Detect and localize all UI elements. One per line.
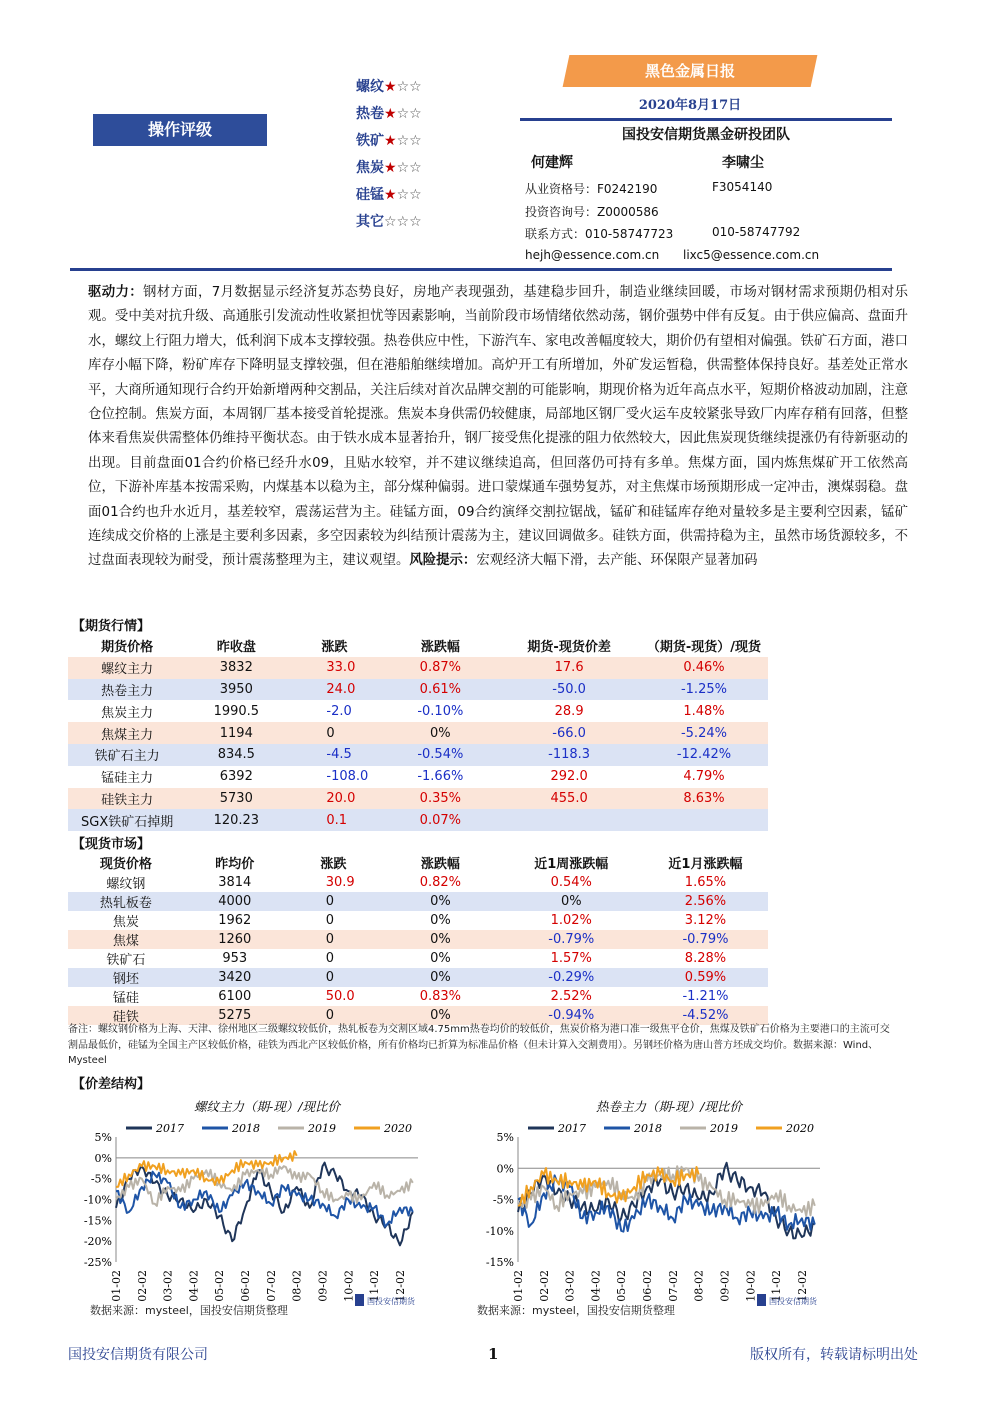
table-cell: 5275 <box>218 1008 252 1023</box>
table-cell: -0.79% <box>548 932 595 947</box>
analyst-1-phone: 联系方式：010-58747723 <box>525 227 674 241</box>
legend-label: 2018 <box>634 1122 662 1135</box>
table-cell: 1260 <box>218 932 252 947</box>
empty-star-icon: ☆☆ <box>396 79 422 95</box>
y-tick-label: -15% <box>83 1214 112 1228</box>
analyst-2-qualification: F3054140 <box>712 180 773 194</box>
table-cell: 1.48% <box>683 703 725 719</box>
table-cell: 铁矿石主力 <box>94 749 160 765</box>
table-cell: 3420 <box>218 970 252 985</box>
rating-row <box>356 103 422 123</box>
table-cell: 螺纹钢 <box>106 877 146 892</box>
column-header: 涨跌幅 <box>420 857 460 872</box>
column-header: 近1月涨跌幅 <box>668 857 743 872</box>
table-cell: 钢坯 <box>112 972 139 987</box>
rating-name: 螺纹 <box>356 79 384 95</box>
table-cell: 3950 <box>219 681 253 697</box>
x-tick-label: 12-02 <box>393 1270 407 1302</box>
table-row <box>68 657 768 679</box>
table-cell: -12.42% <box>676 747 732 763</box>
table-cell: 0.83% <box>419 989 462 1004</box>
table-cell: 0 <box>326 725 335 741</box>
x-tick-label: 07-02 <box>264 1270 278 1302</box>
table-cell: 6100 <box>218 989 252 1004</box>
analyst-2-name: 李啸尘 <box>722 155 764 171</box>
legend-label: 2020 <box>786 1122 814 1135</box>
table-cell: -0.10% <box>417 703 464 719</box>
table-cell: -1.21% <box>682 989 729 1004</box>
table-row <box>68 788 768 810</box>
rating-name: 硅锰 <box>356 187 384 203</box>
table-row <box>68 744 768 766</box>
table-cell: -0.79% <box>682 932 729 947</box>
table-cell: 0.35% <box>419 790 461 806</box>
table-cell: 1194 <box>219 725 253 741</box>
table-cell: 120.23 <box>213 812 260 828</box>
table-cell: 0.59% <box>684 970 727 985</box>
table-cell: 0% <box>430 725 451 741</box>
table-cell: 953 <box>222 951 248 966</box>
filled-star-icon: ★ <box>384 160 397 176</box>
table-row <box>68 968 768 987</box>
table-row <box>68 809 768 831</box>
x-tick-label: 05-02 <box>615 1270 629 1302</box>
x-tick-label: 06-02 <box>239 1270 253 1302</box>
x-tick-label: 10-02 <box>342 1270 356 1302</box>
table-cell: 1.02% <box>550 913 592 928</box>
legend-label: 2018 <box>232 1122 260 1135</box>
table-cell: 28.9 <box>554 703 584 719</box>
x-tick-label: 10-02 <box>744 1270 758 1302</box>
table-cell: 0 <box>325 932 334 947</box>
column-header: 近1周涨跌幅 <box>534 857 609 872</box>
filled-star-icon: ★ <box>384 133 397 149</box>
rating-row <box>356 76 422 96</box>
x-tick-label: 02-02 <box>135 1270 149 1302</box>
rating-row <box>356 157 422 177</box>
table-cell: -66.0 <box>552 725 586 741</box>
column-header: 期货价格 <box>101 640 154 656</box>
chart-1-source: 数据来源：mysteel，国投安信期货整理 <box>90 1304 288 1317</box>
futures-table <box>68 635 768 831</box>
risk-label: 风险提示： <box>409 553 477 569</box>
filled-star-icon: ★ <box>384 106 397 122</box>
table-cell: 0 <box>325 970 334 985</box>
x-tick-label: 06-02 <box>641 1270 655 1302</box>
table-row <box>68 679 768 701</box>
rebar-basis-chart <box>68 1095 428 1320</box>
table-cell: 24.0 <box>326 681 356 697</box>
rating-row <box>356 211 422 231</box>
table-cell: 3814 <box>218 875 252 890</box>
x-tick-label: 11-02 <box>770 1270 784 1302</box>
table-cell: 3.12% <box>684 913 727 928</box>
y-tick-label: -10% <box>83 1193 112 1207</box>
filled-star-icon: ★ <box>384 79 397 95</box>
page-number: 1 <box>488 1345 499 1363</box>
y-tick-label: 0% <box>94 1151 112 1165</box>
futures-section-title: 【期货行情】 <box>72 619 151 634</box>
filled-star-icon: ★ <box>384 187 397 203</box>
table-cell: 30.9 <box>325 875 355 890</box>
analyst-1-name: 何建辉 <box>531 155 573 171</box>
driver-label: 驱动力： <box>88 285 144 300</box>
table-cell: 17.6 <box>554 660 584 676</box>
table-cell: 热轧板卷 <box>99 896 152 911</box>
table-cell: 焦炭主力 <box>101 705 154 721</box>
table-row <box>68 873 768 892</box>
table-cell: 1962 <box>218 913 252 928</box>
table-cell: 0.46% <box>683 660 725 676</box>
rating-name: 焦炭 <box>356 160 384 176</box>
x-tick-label: 05-02 <box>213 1270 227 1302</box>
table-cell: -5.24% <box>680 725 727 741</box>
spot-section-title: 【现货市场】 <box>72 837 151 852</box>
legend-label: 2017 <box>558 1122 586 1135</box>
x-tick-label: 11-02 <box>368 1270 382 1302</box>
column-header: 涨跌幅 <box>420 640 460 656</box>
legend-label: 2019 <box>710 1122 738 1135</box>
analyst-2-email[interactable]: lixc5@essence.com.cn <box>683 248 820 262</box>
x-tick-label: 04-02 <box>589 1270 603 1302</box>
table-cell: 1.65% <box>684 875 727 890</box>
logo-text: 国投安信期货 <box>367 1297 415 1306</box>
y-tick-label: -20% <box>83 1235 112 1249</box>
risk-text: 宏观经济大幅下滑，去产能、环保限产显著加码 <box>476 553 758 569</box>
spot-note: 备注：螺纹钢价格为上海、天津、徐州地区三级螺纹较低价，热轧板卷为交割区域4.75mm热卷均价的较低价，焦炭价格为港口准一级焦平仓价，焦煤及铁矿石价格为主要港口的主流可交割品最低价，硅锰为全国主产区较低价格，硅铁为西北产区较低价格，所有价格均已折算为标准品价格（但未计算入交割费用）。另钢坯价格为唐山普方坯成交均价。数据来源：Wind、Mysteel <box>68 1024 890 1066</box>
y-tick-label: 5% <box>496 1131 514 1144</box>
x-tick-label: 03-02 <box>161 1270 175 1302</box>
column-header: 涨跌 <box>321 640 348 656</box>
x-tick-label: 01-02 <box>110 1270 123 1302</box>
table-cell: 4000 <box>218 894 252 909</box>
table-cell: 螺纹主力 <box>101 662 154 678</box>
table-row <box>68 949 768 968</box>
column-header: 涨跌 <box>320 857 347 872</box>
table-cell: 0 <box>325 894 334 909</box>
column-header: 昨均价 <box>215 857 255 872</box>
table-cell: -0.94% <box>548 1008 595 1023</box>
y-tick-label: 0% <box>496 1162 514 1176</box>
y-tick-label: -5% <box>90 1172 112 1186</box>
analyst-1-consult-number: 投资咨询号：Z0000586 <box>525 205 659 219</box>
logo-icon <box>757 1294 766 1306</box>
x-tick-label: 03-02 <box>563 1270 577 1302</box>
table-cell: 焦炭 <box>112 915 139 930</box>
table-row <box>68 911 768 930</box>
table-row <box>68 987 768 1006</box>
table-cell: 锰硅 <box>112 991 139 1006</box>
column-header: 现货价格 <box>99 857 152 872</box>
x-tick-label: 04-02 <box>187 1270 201 1302</box>
table-cell: 硅铁 <box>112 1010 139 1025</box>
table-cell: -0.54% <box>417 747 464 763</box>
price-structure-title: 【价差结构】 <box>72 1077 151 1092</box>
x-tick-label: 08-02 <box>290 1270 304 1302</box>
table-cell: -1.25% <box>680 681 727 697</box>
footer-rights: 版权所有，转载请标明出处 <box>750 1347 918 1363</box>
analyst-2-phone: 010-58747792 <box>712 225 801 239</box>
table-cell: 0% <box>430 1008 451 1023</box>
table-cell: 0% <box>430 894 451 909</box>
y-tick-label: -10% <box>485 1224 514 1238</box>
table-row <box>68 700 768 722</box>
driver-text: 钢材方面，7月数据显示经济复苏态势良好，房地产表现强劲，基建稳步回升，制造业继续回暖，市场对钢材需求预期仍相对乐观。受中美对抗升级、高通胀引发流动性收紧担忧等因素影响，当前阶段市场情绪依然动荡，钢价强势中伴有反复。由于供应偏高、盘面升水，螺纹上行阻力增大，低利润下成本支撑较强。热卷供应中性，下游汽车、家电改善幅度较大，期价仍有望相对偏强。铁矿石方面，港口库存小幅下降，粉矿库存下降明显支撑较强，但在港船舶继续增加。高炉开工有所增加，外矿发运暂稳，供需整体保持良好。基差处正常水平，大商所通知现行合约开始新增两种交割品，关注后续对首次品牌交割的可能影响，期现价格为近年高点水平，短期价格波动加剧，注意仓位控制。焦炭方面，本周钢厂基本接受首轮提涨。焦炭本身供需仍较健康，局部地区钢厂受火运车皮较紧张导致厂内库存稍有回落，但整体来看焦炭供需整体仍维持平衡状态。由于铁水成本显著抬升，钢厂接受焦化提涨的阻力依然较大，因此焦炭现货继续提涨仍有待新驱动的出现。目前盘面01合约价格已经升水09，且贴水较窄，并不建议继续追高，但回落仍可持有多单。焦煤方面，国内炼焦煤矿开工依然高位，下游补库基本按需采购，内煤基本以稳为主，部分煤种偏弱。进口蒙煤通车强势复苏，对主焦煤市场预期形成一定冲击，澳煤弱稳。盘面01合约也升水近月，基差较窄，震荡运营为主。硅锰方面，09合约演绎交割拉锯战，锰矿和硅锰库存绝对量较多是主要利空因素，锰矿连续成交价格的上涨是主要利多因素，多空因素较为纠结预计震荡为主，建议回调做多。硅铁方面，供需持稳为主，虽然市场货源较多，不过盘面表现较为耐受，预计震荡整理为主，建议观望。 <box>88 285 908 569</box>
table-cell: 锰硅主力 <box>101 771 154 787</box>
logo-text: 国投安信期货 <box>769 1297 817 1306</box>
report-title: 黑色金属日报 <box>644 62 735 80</box>
rating-row <box>356 184 422 204</box>
table-cell: -50.0 <box>552 681 586 697</box>
table-cell: 33.0 <box>326 660 356 676</box>
rating-name: 其它 <box>356 214 384 230</box>
x-tick-label: 09-02 <box>718 1270 732 1302</box>
y-tick-label: -5% <box>492 1193 514 1207</box>
empty-star-icon: ☆☆ <box>396 106 422 122</box>
table-cell: 0.1 <box>326 812 348 828</box>
table-cell <box>498 809 640 831</box>
column-header: （期货-现货）/现货 <box>646 640 762 656</box>
table-cell: 0.54% <box>550 875 592 890</box>
chart-title: 热卷主力（期-现）/现比价 <box>596 1099 742 1114</box>
table-cell: 6392 <box>219 769 253 785</box>
table-cell: -4.52% <box>682 1008 729 1023</box>
table-cell: 铁矿石 <box>106 953 146 968</box>
table-cell: -1.66% <box>417 769 464 785</box>
table-cell: 8.28% <box>684 951 727 966</box>
table-cell: 硅铁主力 <box>101 792 154 808</box>
hrc-basis-chart <box>470 1095 830 1320</box>
table-cell: 0% <box>560 894 582 909</box>
team-title: 国投安信期货黑金研投团队 <box>622 127 790 143</box>
logo-icon <box>355 1294 364 1306</box>
column-header: 期货-现货价差 <box>527 640 611 656</box>
y-tick-label: -15% <box>485 1256 514 1269</box>
table-header-row <box>68 852 768 873</box>
table-row <box>68 892 768 911</box>
table-cell: 2.56% <box>684 894 727 909</box>
x-tick-label: 12-02 <box>795 1270 809 1302</box>
footer-company: 国投安信期货有限公司 <box>68 1347 208 1363</box>
operation-rating-label: 操作评级 <box>93 114 267 146</box>
y-tick-label: -25% <box>83 1256 112 1269</box>
table-cell: 0% <box>430 951 451 966</box>
table-header-row <box>68 635 768 657</box>
empty-star-icon: ☆☆ <box>396 187 422 203</box>
table-cell: 5730 <box>219 790 253 806</box>
table-cell: SGX铁矿石掉期 <box>81 814 174 830</box>
table-cell: 455.0 <box>550 790 588 806</box>
body-divider <box>70 268 892 271</box>
table-cell: 热卷主力 <box>101 683 154 699</box>
table-cell: 834.5 <box>217 747 255 763</box>
spot-table <box>68 852 768 1025</box>
header-divider <box>520 118 892 121</box>
table-cell: -118.3 <box>548 747 591 763</box>
table-cell: 2.52% <box>550 989 592 1004</box>
report-date: 2020年8月17日 <box>638 98 742 113</box>
chart-2-source: 数据来源：mysteel，国投安信期货整理 <box>477 1304 675 1317</box>
table-cell: -2.0 <box>326 703 352 719</box>
table-cell: 焦煤 <box>112 934 139 949</box>
table-cell: 3832 <box>219 660 253 676</box>
table-cell: 0.61% <box>419 681 461 697</box>
table-cell: 20.0 <box>326 790 356 806</box>
table-cell: 0% <box>430 913 451 928</box>
table-cell: -4.5 <box>326 747 352 763</box>
table-cell: 0 <box>325 1008 334 1023</box>
table-cell: -0.29% <box>548 970 595 985</box>
legend-label: 2019 <box>308 1122 336 1135</box>
table-cell: 焦煤主力 <box>101 727 154 743</box>
table-row <box>68 930 768 949</box>
y-tick-label: 5% <box>94 1131 112 1144</box>
x-tick-label: 07-02 <box>666 1270 680 1302</box>
report-title-banner <box>563 55 818 87</box>
table-cell <box>640 809 768 831</box>
rating-row <box>356 130 422 150</box>
rating-name: 铁矿 <box>356 133 384 149</box>
table-cell: 0 <box>325 951 334 966</box>
driver-paragraph <box>88 281 908 574</box>
empty-star-icon: ☆☆ <box>396 133 422 149</box>
legend-label: 2017 <box>156 1122 184 1135</box>
table-cell: 0.07% <box>419 812 461 828</box>
analyst-1-email[interactable]: hejh@essence.com.cn <box>525 248 660 262</box>
x-tick-label: 02-02 <box>537 1270 551 1302</box>
legend-label: 2020 <box>384 1122 412 1135</box>
table-cell: -108.0 <box>326 769 369 785</box>
empty-star-icon: ☆☆ <box>396 160 422 176</box>
x-tick-label: 01-02 <box>512 1270 525 1302</box>
table-row <box>68 722 768 744</box>
x-tick-label: 09-02 <box>316 1270 330 1302</box>
table-cell: 4.79% <box>683 769 725 785</box>
table-cell: 8.63% <box>683 790 725 806</box>
table-cell: 0% <box>430 970 451 985</box>
chart-title: 螺纹主力（期-现）/现比价 <box>194 1099 340 1114</box>
empty-star-icon: ☆☆☆ <box>384 214 422 230</box>
x-tick-label: 08-02 <box>692 1270 706 1302</box>
rating-name: 热卷 <box>356 106 384 122</box>
table-cell: 0 <box>325 913 334 928</box>
table-cell: 50.0 <box>325 989 355 1004</box>
column-header: 昨收盘 <box>216 640 256 656</box>
table-cell: 1990.5 <box>213 703 260 719</box>
table-cell: 1.57% <box>550 951 592 966</box>
table-cell: 0.87% <box>419 660 461 676</box>
table-row <box>68 766 768 788</box>
analyst-1-qualification: 从业资格号：F0242190 <box>525 182 658 196</box>
table-cell: 0.82% <box>419 875 462 890</box>
table-cell: 0% <box>430 932 451 947</box>
table-cell: 292.0 <box>550 769 588 785</box>
